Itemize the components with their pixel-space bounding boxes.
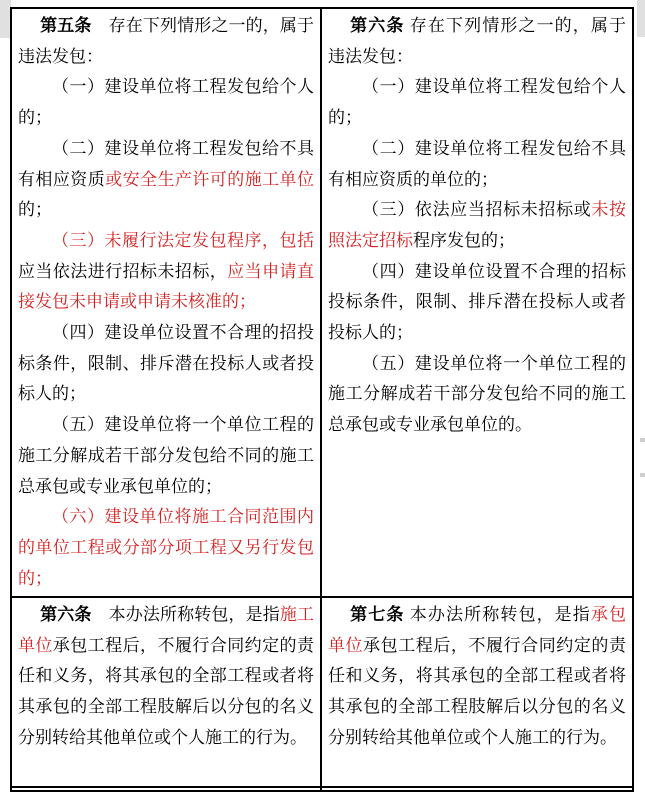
- paragraph: [18, 72, 314, 133]
- article-number-label: 第六条: [350, 16, 405, 35]
- article-number-label: 第七条: [350, 605, 405, 624]
- paragraph: [18, 11, 314, 72]
- body-text: 本办法所称转包，是指: [91, 605, 280, 624]
- table-row-next-clipped: [12, 788, 632, 792]
- revision-marked-text: 未按照法定招标: [328, 200, 627, 250]
- body-text: 本办法所称转包，是指: [404, 605, 591, 624]
- table-row-article-violation: [12, 9, 632, 598]
- body-text: 承包工程后，不履行合同约定的责任和义务，将其承包的全部工程或者将其承包的全部工程肢解后以分包的名义分别转给其他单位或个人施工的行为。: [18, 635, 314, 747]
- paragraph: [328, 195, 626, 256]
- revision-marked-text: 承包单位: [328, 605, 627, 655]
- body-text: （五）建设单位将一个单位工程的施工分解成若干部分发包给不同的施工总承包或专业承包单位的；: [18, 415, 314, 496]
- body-text: （三）依法应当招标未招标或: [362, 200, 592, 220]
- screen-edge-artifact-right: [640, 438, 645, 442]
- body-text: 程序发包的；: [413, 230, 515, 250]
- revision-marked-text: （六）建设单位将施工合同范围内的单位工程或分部分项工程又另行发包的；: [18, 507, 314, 588]
- paragraph: [18, 134, 314, 226]
- body-text: 存在下列情形之一的，属于违法发包：: [18, 16, 315, 66]
- paragraph: [328, 11, 626, 72]
- body-text: （一）建设单位将工程发包给个人的；: [18, 77, 314, 128]
- comparison-table: [10, 7, 634, 792]
- cell-new-article-6-illegal-contracting: [322, 9, 632, 596]
- body-text: 承包工程后，不履行合同约定的责任和义务，将其承包的全部工程或者将其承包的全部工程肢解后以分包的名义分别转给其他单位或个人施工的行为。: [328, 635, 626, 747]
- paragraph: [18, 502, 314, 594]
- body-text: （五）建设单位将一个单位工程的施工分解成若干部分发包给不同的施工总承包或专业承包单位的。: [328, 353, 626, 435]
- paragraph: [328, 349, 626, 441]
- article-number-label: 第五条: [40, 16, 92, 35]
- screen-edge-artifact-right: [640, 473, 645, 477]
- paragraph: [328, 257, 626, 349]
- paragraph: [18, 226, 314, 318]
- body-text: （四）建设单位设置不合理的招标投标条件，限制、排斥潜在投标人或者投标人的；: [328, 261, 626, 343]
- cell-empty-right: [322, 788, 632, 792]
- paragraph: [18, 594, 314, 596]
- body-text: （一）建设单位将工程发包给个人的；: [328, 77, 626, 128]
- body-text: 存在下列情形之一的，属于违法发包：: [328, 16, 627, 66]
- body-text: （二）建设单位将工程发包给不具有相应资质的单位的；: [328, 138, 626, 189]
- cell-old-article-5-illegal-contracting: [12, 9, 322, 596]
- body-text: 的；: [18, 200, 52, 220]
- revision-marked-text: 或安全生产许可的施工单位: [105, 169, 314, 189]
- revision-marked-text: 应当申请直接发包未申请或申请未核准的；: [18, 261, 314, 312]
- table-row-article-subcontracting: [12, 598, 632, 788]
- revision-marked-text: （三）未履行法定发包程序，包括: [52, 230, 314, 250]
- paragraph: [18, 600, 314, 754]
- revision-marked-text: 施工单位: [18, 605, 315, 655]
- paragraph: [18, 410, 314, 502]
- cell-old-article-6-transfer-definition: [12, 598, 322, 786]
- paragraph: [328, 72, 626, 133]
- article-number-label: 第六条: [40, 605, 92, 624]
- cell-new-article-7-transfer-definition: [322, 598, 632, 786]
- cell-empty-left: [12, 788, 322, 792]
- paragraph: [328, 134, 626, 195]
- screen-edge-artifact-top-right: [637, 0, 645, 37]
- body-text: 应当依法进行招标未招标，: [18, 261, 228, 281]
- body-text: （二）建设单位将工程发包给不具有相应资质: [18, 138, 314, 189]
- paragraph: [328, 600, 626, 754]
- paragraph: [18, 318, 314, 410]
- body-text: （四）建设单位设置不合理的招投标条件，限制、排斥潜在投标人或者投标人的；: [18, 323, 314, 404]
